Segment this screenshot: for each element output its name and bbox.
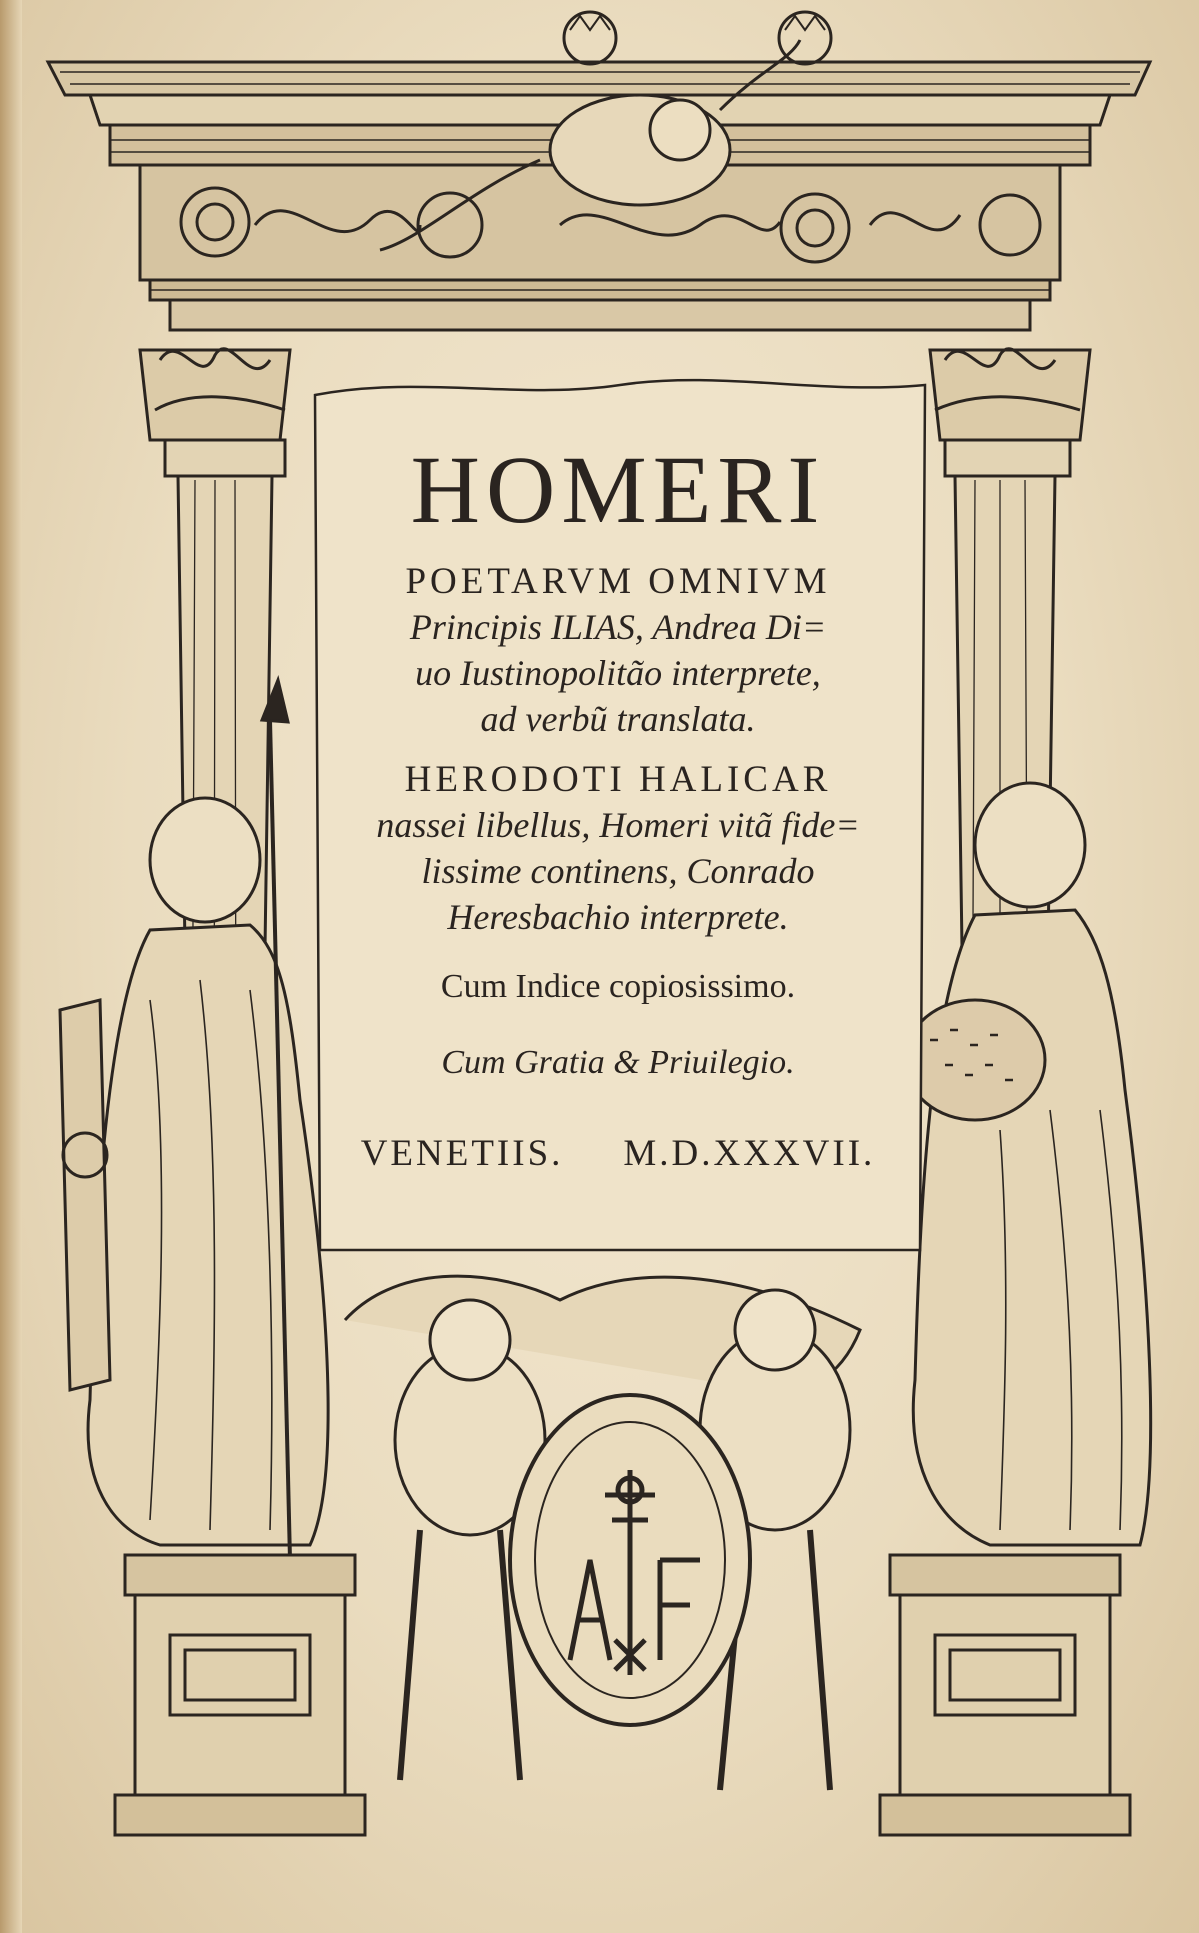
imprint: [318, 1132, 918, 1176]
imprint-place: VENETIIS.: [360, 1133, 564, 1174]
title-line-1: POETARVM OMNIVM: [405, 561, 831, 602]
herodotus-line-1: HERODOTI HALICAR: [404, 759, 832, 800]
iliad-statement: [318, 560, 918, 742]
privilege-line: Cum Gratia & Priuilegio.: [441, 1044, 795, 1081]
main-title: HOMERI: [410, 436, 826, 543]
title-line-4: ad verbũ translata.: [480, 699, 756, 739]
imprint-year: M.D.XXXVII.: [623, 1133, 876, 1174]
title-line-3: uo Iustinopolitão interprete,: [415, 653, 821, 693]
title-line-2: Principis ILIAS, Andrea Di=: [409, 607, 827, 647]
herodotus-statement: [318, 758, 918, 940]
herodotus-line-2: nassei libellus, Homeri vitã fide=: [376, 805, 860, 845]
title-block: [318, 436, 918, 1176]
herodotus-line-4: Heresbachio interprete.: [447, 897, 789, 937]
index-line: Cum Indice copiosissimo.: [440, 968, 796, 1005]
herodotus-line-3: lissime continens, Conrado: [421, 851, 815, 891]
